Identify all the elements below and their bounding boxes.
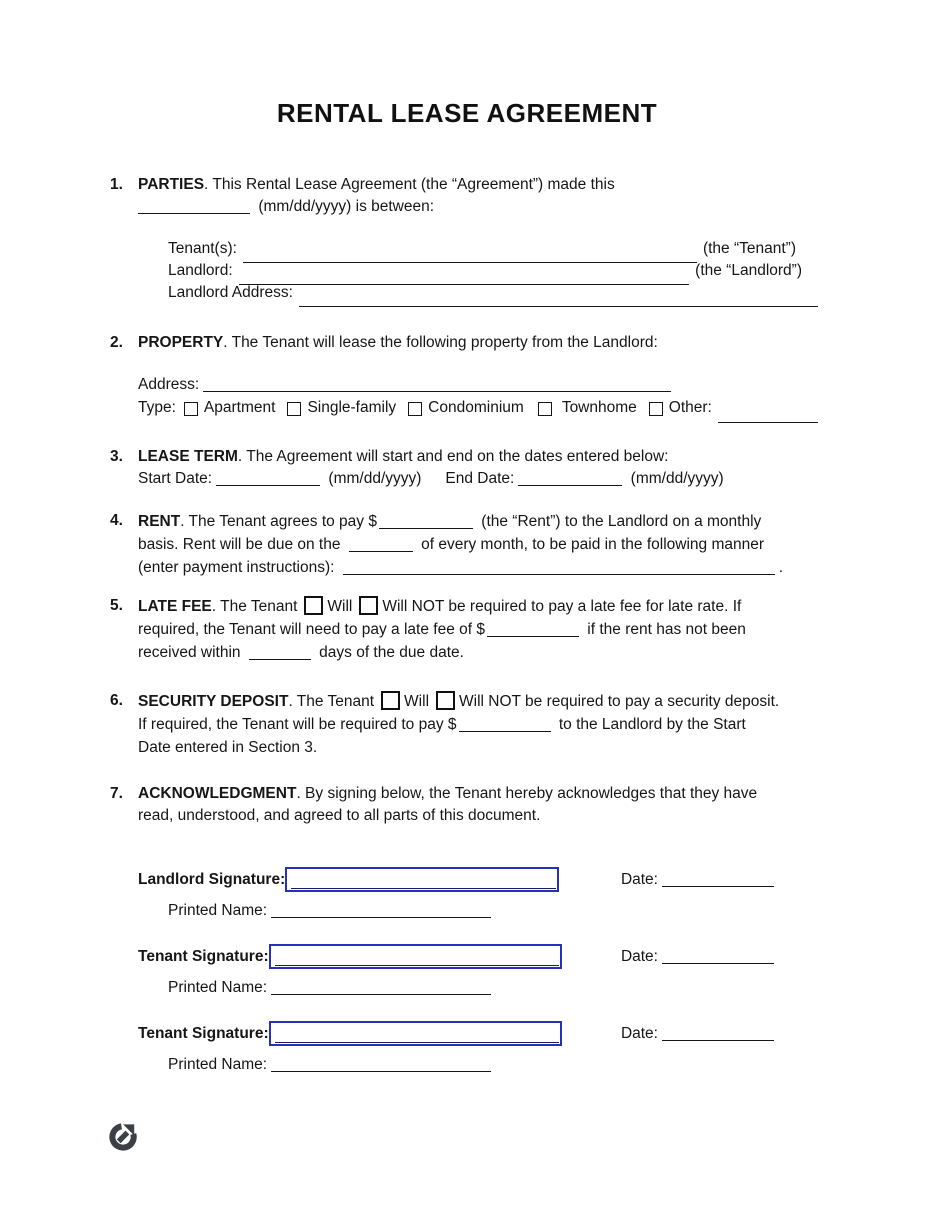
circular-arrow-logo-icon <box>108 1118 141 1152</box>
section-text: . The Tenant will lease the following property from the Landlord: <box>223 334 658 351</box>
signature-underline <box>275 965 559 966</box>
printed-name-label: Printed Name: <box>168 902 268 919</box>
section-title: SECURITY DEPOSIT <box>138 693 289 710</box>
landlord-signature-label: Landlord Signature: <box>138 870 286 888</box>
checkbox-other[interactable] <box>649 402 663 416</box>
landlord-date-blank <box>662 873 774 887</box>
section-title: LATE FEE <box>138 598 212 615</box>
section-title: ACKNOWLEDGMENT <box>138 785 297 802</box>
tenant-date-blank <box>662 950 774 964</box>
section-number: 3. <box>110 448 123 465</box>
will-label: Will <box>327 598 353 615</box>
tenant-signature-field[interactable] <box>269 944 562 969</box>
checkbox-late-fee-will[interactable] <box>304 596 323 615</box>
late-fee-days-blank <box>249 646 311 660</box>
lease-dates-row <box>138 468 824 490</box>
tenant-printed-name-blank <box>271 981 491 995</box>
date-label: Date: <box>620 870 658 888</box>
section-title: RENT <box>138 513 181 530</box>
document-title: RENTAL LEASE AGREEMENT <box>276 98 658 128</box>
landlord-printed-name-blank <box>271 904 491 918</box>
section-text: days of the due date. <box>319 644 464 661</box>
landlord-printed-name-row <box>168 900 824 922</box>
landlord-address-row <box>168 282 824 304</box>
property-address-row <box>138 374 824 396</box>
section-title: PROPERTY <box>138 334 224 351</box>
option-apartment-label: Apartment <box>203 399 276 416</box>
landlord-signature-row <box>138 867 824 892</box>
address-label: Address: <box>138 376 200 393</box>
rent-due-day-blank <box>349 538 413 552</box>
section-text: . The Agreement will start and end on the dates entered below: <box>237 448 669 465</box>
section-text: . By signing below, the Tenant hereby acknowledges that they have <box>296 785 758 802</box>
section-title: LEASE TERM <box>138 448 238 465</box>
will-label: Will <box>404 693 430 710</box>
section-number: 4. <box>110 512 123 529</box>
start-date-label: Start Date: <box>138 470 213 487</box>
section-text: If required, the Tenant will be required to pay $ <box>138 716 457 733</box>
date-label: Date: <box>620 947 658 965</box>
landlord-tag: (the “Landlord”) <box>695 262 802 279</box>
option-other-label: Other: <box>668 399 712 416</box>
printed-name-label: Printed Name: <box>168 1056 268 1073</box>
section-text: of every month, to be paid in the following manner <box>421 536 765 553</box>
other-type-blank <box>718 406 818 423</box>
checkbox-deposit-will[interactable] <box>381 691 400 710</box>
section-text: . The Tenant <box>288 693 375 710</box>
checkbox-townhome[interactable] <box>538 402 552 416</box>
section-text: read, understood, and agreed to all parts of this document. <box>138 807 541 824</box>
landlord-date-group <box>621 869 778 891</box>
section-text: (enter payment instructions): <box>138 559 335 576</box>
agreement-date-blank <box>138 200 250 214</box>
section-text: . The Tenant agrees to pay $ <box>180 513 377 530</box>
signature-underline <box>291 888 556 889</box>
section-text: received within <box>138 644 241 661</box>
section-text: if the rent has not been <box>587 621 746 638</box>
section-title: PARTIES <box>138 176 205 193</box>
section-security-deposit <box>110 690 824 759</box>
start-date-hint: (mm/dd/yyyy) <box>328 470 422 487</box>
tenant2-signature-row <box>138 1021 824 1046</box>
option-condominium-label: Condominium <box>428 399 524 416</box>
end-date-blank <box>518 472 622 486</box>
tenant2-signature-field[interactable] <box>269 1021 562 1046</box>
tenant-label: Tenant(s): <box>168 240 237 257</box>
property-type-row <box>138 396 824 420</box>
landlord-label: Landlord: <box>168 262 233 279</box>
section-number: 1. <box>110 176 123 193</box>
printed-name-label: Printed Name: <box>168 979 268 996</box>
payment-instructions-blank <box>343 561 775 575</box>
section-text: basis. Rent will be due on the <box>138 536 341 553</box>
option-townhome-label: Townhome <box>561 399 637 416</box>
section-text: required, the Tenant will need to pay a late fee of $ <box>138 621 485 638</box>
tenant-signature-label: Tenant Signature: <box>138 947 269 965</box>
landlord-name-row <box>168 260 824 282</box>
landlord-address-blank <box>299 290 818 307</box>
section-number: 2. <box>110 334 123 351</box>
will-not-label: Will NOT be required to pay a late fee for late rate. If <box>382 598 742 615</box>
section-lease-term <box>110 446 824 490</box>
tenant2-signature-label: Tenant Signature: <box>138 1024 269 1042</box>
tenant-tag: (the “Tenant”) <box>702 240 796 257</box>
tenant2-date-group <box>621 1023 778 1045</box>
section-text: Date entered in Section 3. <box>138 739 318 756</box>
landlord-address-label: Landlord Address: <box>168 284 293 301</box>
tenant2-printed-name-blank <box>271 1058 491 1072</box>
date-label: Date: <box>620 1024 658 1042</box>
property-address-blank <box>203 378 671 392</box>
end-date-hint: (mm/dd/yyyy) <box>630 470 724 487</box>
deposit-amount-blank <box>459 718 551 732</box>
start-date-blank <box>216 472 320 486</box>
tenant-signature-block <box>110 944 824 999</box>
checkbox-condominium[interactable] <box>408 402 422 416</box>
rent-amount-blank <box>379 515 473 529</box>
date-format-hint: (mm/dd/yyyy) is between: <box>258 198 435 215</box>
end-date-label: End Date: <box>445 470 515 487</box>
section-late-fee <box>110 595 824 664</box>
section-text: . The Tenant <box>211 598 298 615</box>
section-number: 6. <box>110 692 123 709</box>
will-not-label: Will NOT be required to pay a security deposit. <box>459 693 780 710</box>
section-acknowledgment <box>110 783 824 827</box>
tenant2-date-blank <box>662 1027 774 1041</box>
tenant-signature-row <box>138 944 824 969</box>
option-single-family-label: Single-family <box>307 399 397 416</box>
checkbox-single-family[interactable] <box>287 402 301 416</box>
tenant-name-row <box>168 238 824 260</box>
tenant-printed-name-row <box>168 977 824 999</box>
checkbox-deposit-will-not[interactable] <box>436 691 455 710</box>
section-text: to the Landlord by the Start <box>558 716 746 733</box>
section-text: . <box>778 559 784 576</box>
section-rent <box>110 510 824 579</box>
section-number: 7. <box>110 785 123 802</box>
landlord-signature-field[interactable] <box>285 867 559 892</box>
late-fee-amount-blank <box>487 623 579 637</box>
section-text: . This Rental Lease Agreement (the “Agreement”) made this <box>204 176 615 193</box>
landlord-signature-block <box>110 867 824 922</box>
section-property <box>110 332 824 420</box>
tenant-name-blank <box>243 246 697 263</box>
section-parties <box>110 174 824 304</box>
checkbox-late-fee-will-not[interactable] <box>359 596 378 615</box>
signature-underline <box>275 1042 559 1043</box>
tenant-date-group <box>621 946 778 968</box>
section-text: (the “Rent”) to the Landlord on a monthly <box>481 513 762 530</box>
section-number: 5. <box>110 597 123 614</box>
landlord-name-blank <box>239 268 690 285</box>
tenant2-signature-block <box>110 1021 824 1076</box>
checkbox-apartment[interactable] <box>184 402 198 416</box>
type-label: Type: <box>138 399 176 416</box>
tenant2-printed-name-row <box>168 1054 824 1076</box>
